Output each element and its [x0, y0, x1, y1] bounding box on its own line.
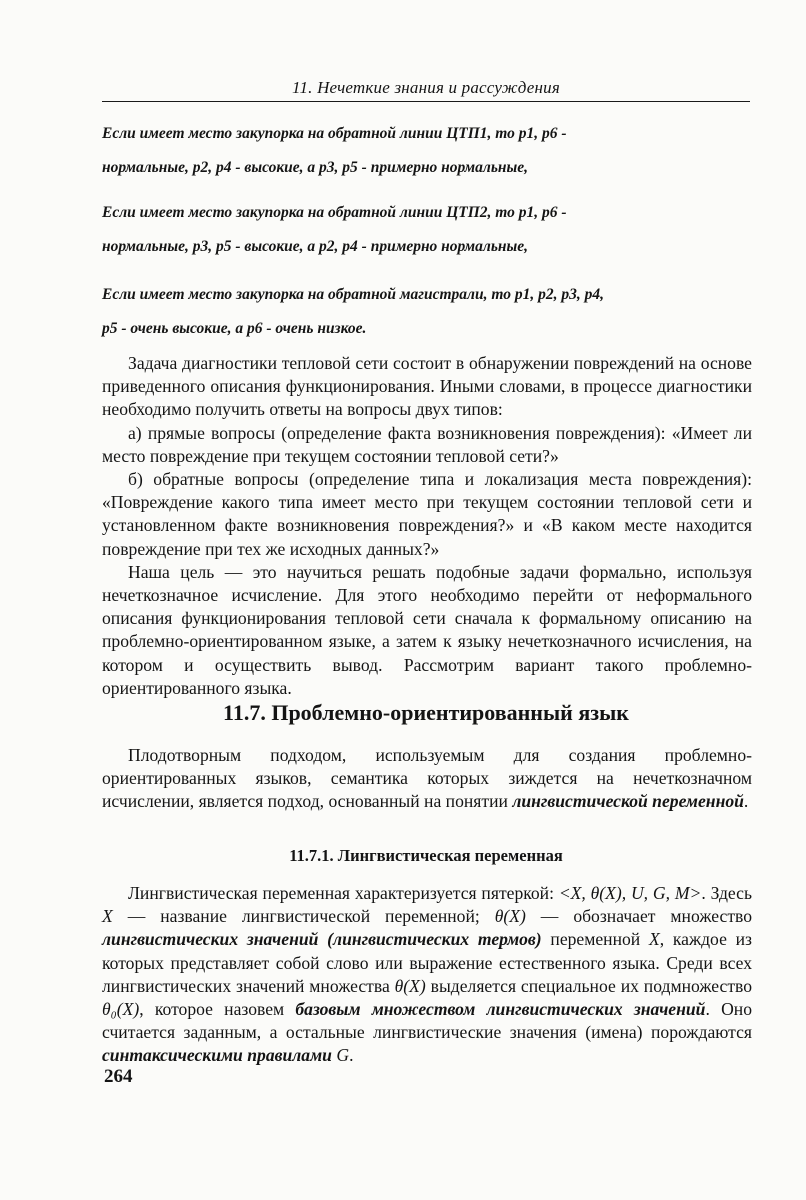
- page-number: 264: [104, 1066, 133, 1087]
- running-header: 11. Нечеткие знания и рассуждения: [292, 78, 560, 97]
- lv-theta: θ(X): [494, 906, 526, 927]
- paragraph-direct-questions: а) прямые вопросы (определение факта возникновения повреждения): «Имеет ли место повреждение при текущем состоянии тепловой сети?»: [102, 422, 752, 466]
- lv-text-2: . Здесь: [701, 883, 752, 903]
- subsection-title: 11.7.1. Лингвистическая переменная: [289, 846, 563, 865]
- paragraph-task: Задача диагностики тепловой сети состоит в обнаружении повреждений на основе приведенного описания функционирования. Иными словами, в процессе диагностики необходимо получить ответы на вопросы двух типов:: [102, 353, 752, 420]
- rule-line-1: Если имеет место закупорка на обратной линии ЦТП1, то p1, p6 -: [102, 125, 567, 142]
- lv-text-5: переменной: [541, 929, 649, 950]
- section-intro: [102, 744, 752, 814]
- intro-text: Плодотворным подходом, используемым для создания проблемно-ориентированных языков, семантика которых зиждется на нечеткозначном исчислении, является подход, основанный на понятии: [102, 745, 752, 812]
- term-linguistic-variable: лингвистической переменной: [512, 791, 744, 812]
- lv-theta-0: θ₀(X): [102, 999, 140, 1020]
- rule-line-6: p5 - очень высокие, а p6 - очень низкое.: [102, 320, 367, 337]
- linguistic-variable-text: [102, 882, 752, 1068]
- diagnostics-text: [102, 352, 752, 700]
- lv-text-7: выделяется специальное их подмножество: [425, 975, 753, 996]
- header-divider: [102, 101, 750, 102]
- lv-theta-2: θ(X): [394, 975, 426, 996]
- rule-line-3: Если имеет место закупорка на обратной линии ЦТП2, то p1, p6 -: [102, 204, 567, 221]
- lv-var-x: X: [102, 906, 113, 927]
- lv-text-3: — название лингвистической переменной;: [112, 906, 495, 927]
- lv-text-11: .: [349, 1045, 354, 1066]
- lv-text-8: , которое назовем: [139, 999, 296, 1020]
- paragraph-inverse-questions: б) обратные вопросы (определение типа и локализация места повреждения): «Повреждение какого типа имеет место при текущем состоянии тепловой сети и установленном факте возникновения повреждения?» и «В каком месте находится повреждение при тех же исходных данных?»: [102, 469, 752, 559]
- rule-line-5: Если имеет место закупорка на обратной магистрали, то p1, p2, p3, p4,: [102, 286, 604, 303]
- rule-line-4: нормальные, p3, p5 - высокие, а p2, p4 - примерно нормальные,: [102, 238, 529, 255]
- intro-end: .: [743, 791, 749, 812]
- lv-text-1: Лингвистическая переменная характеризуется пятеркой:: [128, 883, 559, 903]
- lv-formula: <X, θ(X), U, G, M>: [558, 883, 702, 903]
- term-linguistic-values: лингвистических значений (лингвистических термов): [102, 929, 542, 950]
- rule-line-2: нормальные, p2, p4 - высокие, а p3, p5 - примерно нормальные,: [102, 159, 529, 176]
- lv-var-x-2: X: [648, 929, 660, 950]
- term-syntax-rules: синтаксическими правилами: [102, 1045, 332, 1066]
- lv-text-4: — обозначает множество: [525, 906, 752, 927]
- lv-var-g: G: [336, 1045, 350, 1066]
- term-base-set: базовым множеством лингвистических значений: [295, 999, 706, 1020]
- paragraph-intro: [102, 744, 752, 814]
- section-title: 11.7. Проблемно-ориентированный язык: [223, 700, 629, 725]
- lv-text-6: , каждое из которых представляет собой слово или выражение естественного языка. Среди всех лингвистических значений множества: [102, 929, 752, 996]
- lv-text-9: . Оно считается заданным, а остальные лингвистические значения (имена) порождаются: [102, 999, 752, 1043]
- paragraph-linguistic-variable: [102, 882, 752, 1068]
- paragraph-goal: Наша цель — это научиться решать подобные задачи формально, используя нечеткозначное исчисление. Для этого необходимо перейти от неформального описания функционирования тепловой сети сначала к формальному описанию на проблемно-ориентированном языке, а затем к языку нечеткозначного исчисления, на котором и осуществить вывод. Рассмотрим вариант такого проблемно-ориентированного языка.: [102, 561, 752, 698]
